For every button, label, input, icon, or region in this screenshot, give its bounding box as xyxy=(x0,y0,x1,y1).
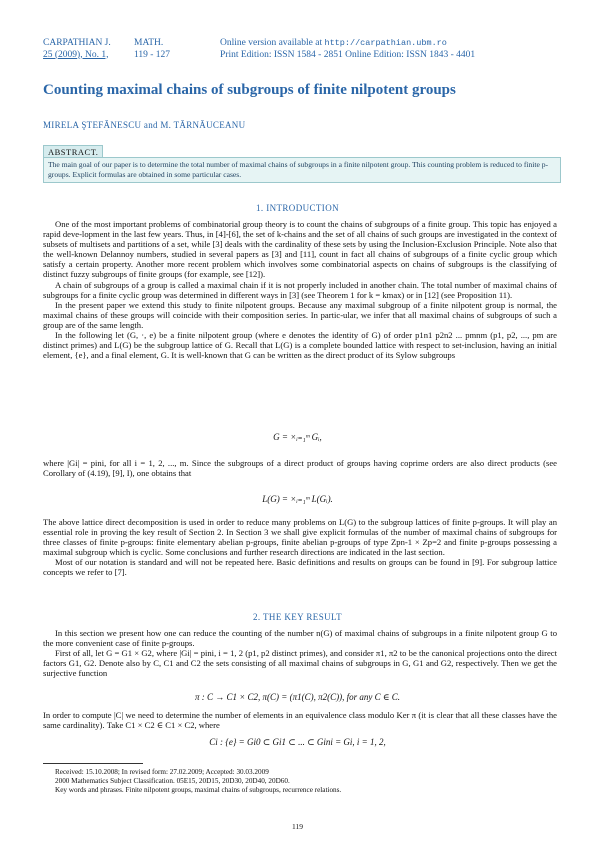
keywords: Key words and phrases. Finite nilpotent groups, maximal chains of subgroups, recurrence relations. xyxy=(55,786,342,795)
footnotes xyxy=(55,768,341,796)
paragraph: In this section we present how one can reduce the counting of the number n(G) of maximal chains of subgroups in a finite nilpotent group G to the more convenient case of finite p-groups. xyxy=(43,628,557,649)
online-url-link[interactable]: http://carpathian.ubm.ro xyxy=(324,38,447,48)
journal-subject: MATH. xyxy=(134,38,164,48)
abstract-text: The main goal of our paper is to determine the total number of maximal chains of subgroups in a finite nilpotent group. This counting problem is reduced to finite p-groups. Explicit formulas are obtained in some particular cases. xyxy=(43,157,561,183)
paragraph: A chain of subgroups of a group is called a maximal chain if it is not properly included in another chain. The total number of maximal chains of subgroups for a finite cyclic group was determined in different ways in [3] (see Theorem 1 for k = kmax) or in [12] (see Proposition 11). xyxy=(43,279,557,300)
journal-pages: 119 - 127 xyxy=(134,49,171,60)
formula-direct-product: G = ×ᵢ₌₁ᵐ Gᵢ, xyxy=(273,432,322,442)
section-1-body-end xyxy=(43,517,557,578)
edition-info xyxy=(220,38,475,61)
journal-name: CARPATHIAN J. xyxy=(43,38,111,48)
section-1-body-cont xyxy=(43,458,557,478)
paragraph: where |Gi| = pini, for all i = 1, 2, ..., m. Since the subgroups of a direct product of groups having coprime orders are also direct products (see Corollary of (4.19), [9], I), one obtains that xyxy=(43,458,557,479)
article-title: Counting maximal chains of subgroups of finite nilpotent groups xyxy=(43,82,456,98)
formula-surjective-function: π : C → C1 × C2, π(C) = (π1(C), π2(C)), for any C ∈ C. xyxy=(194,692,401,702)
section-1-body xyxy=(43,219,557,360)
abstract-label: ABSTRACT. xyxy=(43,145,103,159)
journal-citation xyxy=(43,38,170,61)
article-authors: MIRELA ŞTEFĂNESCU and M. TĂRNĂUCEANU xyxy=(43,120,246,130)
paragraph: In the present paper we extend this study to finite nilpotent groups. Because any maximal subgroup of a finite nilpotent group is normal, the maximal chains of these groups will coincide with their composition series. In partic-ular, we infer that all maximal chains of subgroups of such a group are of the same length. xyxy=(43,299,557,330)
received-dates: Received: 15.10.2008; In revised form: 27.02.2009; Accepted: 30.03.2009 xyxy=(55,768,269,776)
footnote-divider xyxy=(43,763,143,764)
section-2-body-cont xyxy=(43,710,557,730)
formula-chain: Ci : {e} = Gi0 ⊂ Gi1 ⊂ ... ⊂ Gini = Gi, i = 1, 2, xyxy=(209,737,386,747)
paragraph: One of the most important problems of combinatorial group theory is to count the chains of subgroups of a finite group. This topic has enjoyed a rapid deve-lopment in the last few years. Thus, in [4]-[6], the set of k-chains and the set of all chains of such groups are investigated in the context of subsets of multisets and partitions of a set, while [3] deals with the cardinality of these sets by using the Inclusion-Exclusion Principle. Note also that the well-known Delannoy numbers, studied in several papers as [3] and [11], count in fact all chains of subgroups of a finite cyclic group which satisfy a certain property. Another more recent problem which involves some combinatorial aspects on chains of subgroups is the classifying of distinct fuzzy subgroups of finite groups (for example, see [12]). xyxy=(43,219,557,280)
online-prefix: Online version available at xyxy=(220,38,325,48)
page-number: 119 xyxy=(292,822,303,831)
msc-classification: 2000 Mathematics Subject Classification. 05E15, 20D15, 20D30, 20D40, 20D60. xyxy=(55,777,290,786)
print-edition: Print Edition: ISSN 1584 - 2851 Online Edition: ISSN 1843 - 4401 xyxy=(220,49,476,60)
section-2-heading: 2. THE KEY RESULT xyxy=(253,612,342,622)
paragraph: First of all, let G = G1 × G2, where |Gi| = pini, i = 1, 2 (p1, p2 distinct primes), and consider π1, π2 to be the canonical projections onto the direct factors G1, G2. Denote also by C, C1 and C2 the sets consisting of all maximal chains of subgroups in G, G1 and G2, respectively. Then we get the surjective function xyxy=(43,648,557,679)
section-1-heading: 1. INTRODUCTION xyxy=(256,203,339,213)
journal-volume: 25 (2009), No. 1, xyxy=(43,49,109,60)
paragraph: In order to compute |C| we need to determine the number of elements in an equivalence class modulo Ker π (it is clear that all these classes have the same cardinality). Take C1 × C2 ∈ C1 × C2, where xyxy=(43,710,557,731)
formula-lattice-decomposition: L(G) = ×ᵢ₌₁ᵐ L(Gᵢ). xyxy=(262,494,333,504)
section-2-body xyxy=(43,628,557,678)
paragraph: Most of our notation is standard and will not be repeated here. Basic definitions and results on groups can be found in [9]. For subgroup lattice concepts we refer to [7]. xyxy=(43,557,557,578)
paragraph: In the following let (G, ·, e) be a finite nilpotent group (where e denotes the identity of G) of order p1n1 p2n2 ... pmnm (p1, p2, ..., pm are distinct primes) and L(G) be the subgroup lattice of G. Recall that L(G) is a complete bounded lattice with respect to set-inclusion, having an initial element, {e}, and a final element, G. It is well-known that G can be written as the direct product of its Sylow subgroups xyxy=(43,330,557,361)
paragraph: The above lattice direct decomposition is used in order to reduce many problems on L(G) to the subgroup lattices of finite p-groups. It will play an essential role in proving the key result of Section 2. In Section 3 we shall give explicit formulas of the number of maximal chains of subgroups for three classes of finite p-groups: finite elementary abelian p-groups, finite abelian p-groups of type Zpn-1 × Zp=2 and finite p-groups possessing a maximal subgroup which is cyclic. Some conclusions and further research directions are indicated in the last section. xyxy=(43,517,557,558)
